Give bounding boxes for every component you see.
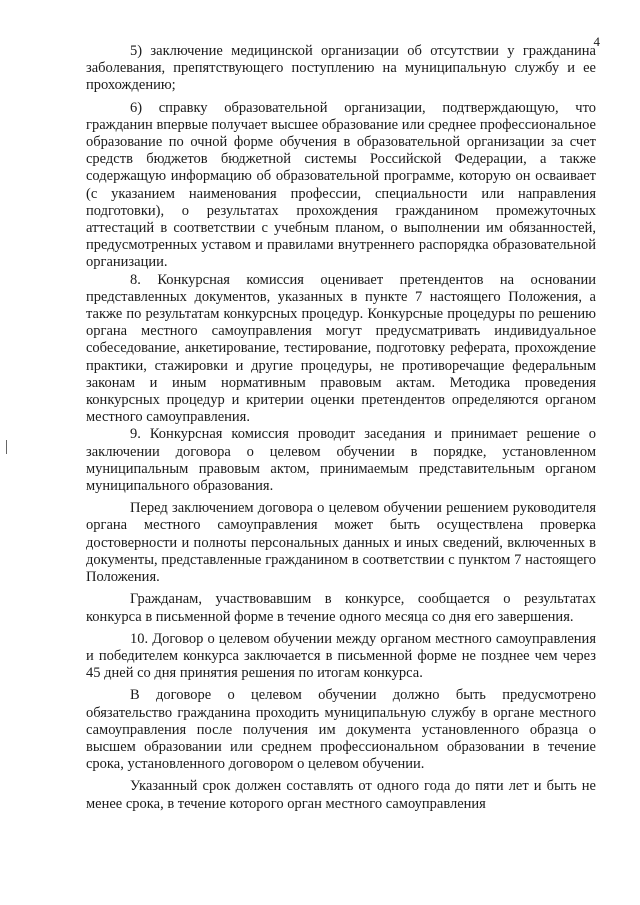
paragraph-9-notification: Гражданам, участвовавшим в конкурсе, сообщается о результатах конкурса в письменной форме в течение одного месяца со дня его завершения. [86, 591, 596, 625]
paragraph-9-verification: Перед заключением договора о целевом обучении решением руководителя органа местного самоуправления может быть осуществлена проверка достоверности и полноты персональных данных и иных сведений, включенных в документы, представленные гражданином в соответствии с пунктом 7 настоящего Положения. [86, 500, 596, 586]
page-number: 4 [593, 34, 600, 49]
paragraph-9: 9. Конкурсная комиссия проводит заседания и принимает решение о заключении договора о целевом обучении в порядке, установленном муниципальным правовым актом, принимаемым представительным органом муниципального образования. [86, 426, 596, 495]
paragraph-item-5: 5) заключение медицинской организации об отсутствии у гражданина заболевания, препятствующего поступлению на муниципальную службу и ее прохождению; [86, 43, 596, 94]
margin-scan-mark [6, 440, 7, 454]
paragraph-item-6: 6) справку образовательной организации, подтверждающую, что гражданин впервые получает высшее образование или среднее профессиональное образование по очной форме обучения в образовательной организации за счет средств бюджетов бюджетной системы Российской Федерации, а также содержащую информацию об образовательной программе, которую он осваивает (с указанием наименования профессии, специальности или направления подготовки), о результатах прохождения гражданином промежуточных аттестаций в соответствии с учебным планом, о выполнении им обязанностей, предусмотренных уставом и правилами внутреннего распорядка образовательной организации. [86, 99, 596, 271]
paragraph-10-term: Указанный срок должен составлять от одного года до пяти лет и быть не менее срока, в течение которого орган местного самоуправления [86, 778, 596, 812]
document-body [86, 43, 596, 813]
paragraph-10-obligation: В договоре о целевом обучении должно быть предусмотрено обязательство гражданина проходить муниципальную службу в органе местного самоуправления после получения им документа установленного образца о высшем образовании или среднем профессиональном образовании в течение срока, установленного договором о целевом обучении. [86, 687, 596, 773]
paragraph-8: 8. Конкурсная комиссия оценивает претендентов на основании представленных документов, указанных в пункте 7 настоящего Положения, а также по результатам конкурсных процедур. Конкурсные процедуры по решению органа местного самоуправления могут предусматривать индивидуальное собеседование, анкетирование, тестирование, подготовку реферата, прохождение практики, стажировки и другие процедуры, не противоречащие федеральным законам и иным нормативным правовым актам. Методика проведения конкурсных процедур и критерии оценки претендентов определяются органом местного самоуправления. [86, 271, 596, 426]
paragraph-10: 10. Договор о целевом обучении между органом местного самоуправления и победителем конкурса заключается в письменной форме не позднее чем через 45 дней со дня принятия решения по итогам конкурса. [86, 630, 596, 682]
